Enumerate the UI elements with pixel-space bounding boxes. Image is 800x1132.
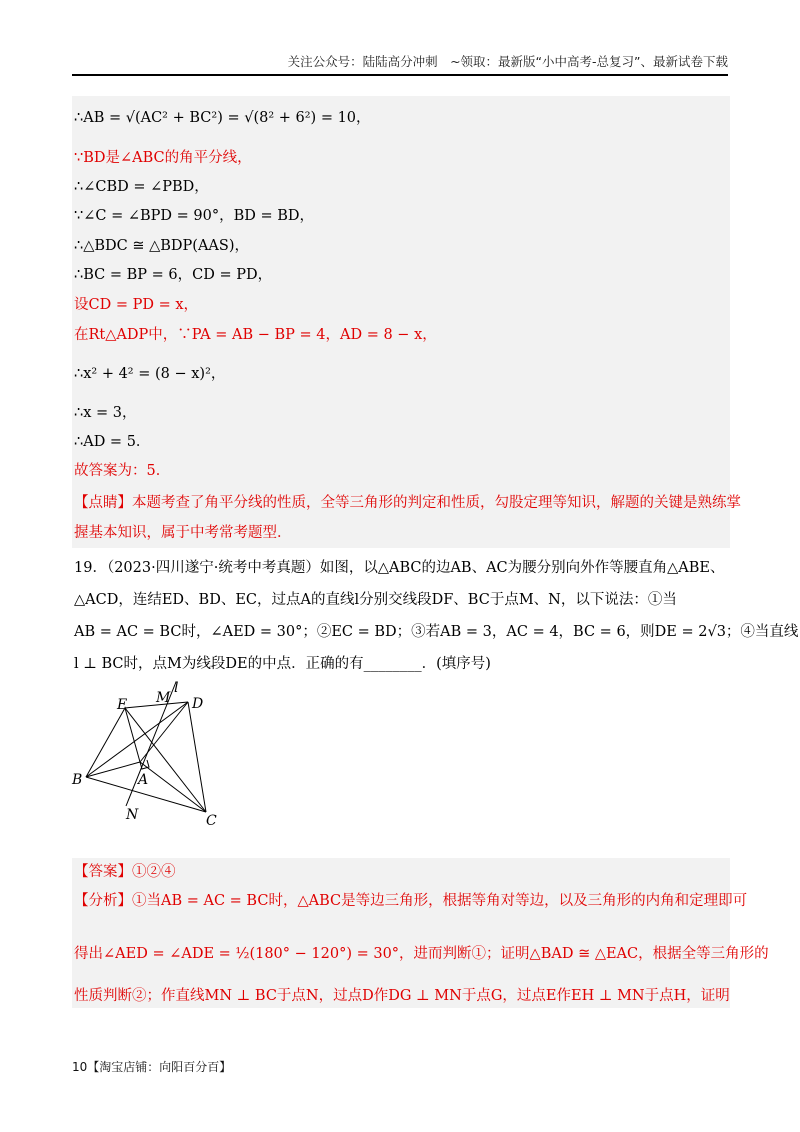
- analysis-text-1: ①当AB = AC = BC时，△ABC是等边三角形，根据等角对等边，以及三角形的内角和定理即可: [132, 893, 748, 909]
- label-A: A: [138, 772, 149, 788]
- segment-DC: [188, 702, 206, 812]
- segment-BD: [86, 702, 188, 777]
- label-D: D: [192, 696, 204, 712]
- solution-line-5: ∴△BDC ≅ △BDP(AAS)，: [74, 238, 249, 254]
- label-M: M: [156, 690, 171, 706]
- segment-BE: [86, 708, 125, 777]
- solution-line-9: ∴x² + 4² = (8 − x)²，: [74, 366, 226, 382]
- answer-text: ①②④: [132, 864, 176, 880]
- answer-line: [74, 862, 176, 882]
- segment-EA: [125, 708, 140, 762]
- question-line-4: l ⊥ BC时，点M为线段DE的中点．正确的有________．(填序号): [74, 656, 491, 672]
- page-header: 关注公众号：陆陆高分冲刺 ~领取：最新版“小中高考-总复习”、最新试卷下载: [72, 52, 728, 76]
- analysis-line-1: [74, 891, 747, 911]
- segment-BA: [86, 762, 140, 777]
- answer-tag: 【答案】: [74, 864, 132, 880]
- dianjing-text-1: 本题考查了角平分线的性质，全等三角形的判定和性质，勾股定理等知识，解题的关键是熟练掌: [132, 495, 741, 511]
- solution-line-11: ∴AD = 5．: [74, 434, 151, 450]
- segment-EC: [125, 708, 206, 812]
- dianjing-tag: 【点睛】: [74, 495, 132, 511]
- question-line-3: AB = AC = BC时，∠AED = 30°；②EC = BD；③若AB = 3，AC = 4，BC = 6，则DE = 2√3；④当直线: [74, 624, 799, 640]
- solution-line-6: ∴BC = BP = 6，CD = PD，: [74, 267, 273, 283]
- solution-line-4: ∵∠C = ∠BPD = 90°，BD = BD，: [74, 208, 315, 224]
- dianjing-line-1: [74, 493, 741, 513]
- label-B: B: [72, 772, 83, 788]
- solution-line-8: 在Rt△ADP中，∵PA = AB − BP = 4，AD = 8 − x，: [74, 327, 437, 343]
- solution-line-3: ∴∠CBD = ∠PBD，: [74, 179, 209, 195]
- page-footer: 10【淘宝店铺：向阳百分百】: [72, 1060, 232, 1074]
- solution-line-7: 设CD = PD = x，: [74, 297, 199, 313]
- analysis-tag: 【分析】: [74, 893, 132, 909]
- dianjing-line-2: 握基本知识，属于中考常考题型．: [74, 525, 292, 541]
- geometry-figure: [70, 678, 240, 828]
- analysis-line-3: 性质判断②；作直线MN ⊥ BC于点N，过点D作DG ⊥ MN于点G，过点E作EH ⊥ MN于点H，证明: [74, 988, 730, 1004]
- label-l: l: [174, 680, 179, 696]
- analysis-line-2: 得出∠AED = ∠ADE = ½(180° − 120°) = 30°，进而判断①；证明△BAD ≅ △EAC，根据全等三角形的: [74, 946, 769, 962]
- solution-line-2: ∵BD是∠ABC的角平分线，: [74, 150, 252, 166]
- question-line-2: △ACD，连结ED、BD、EC，过点A的直线l分别交线段DF、BC于点M、N，以下说法：①当: [74, 592, 677, 608]
- label-N: N: [126, 807, 139, 823]
- solution-line-1: ∴AB = √(AC² + BC²) = √(8² + 6²) = 10，: [74, 110, 371, 126]
- label-C: C: [206, 813, 217, 828]
- solution-line-12: 故答案为：5．: [74, 463, 171, 479]
- question-line-1: 19．（2023·四川遂宁·统考中考真题）如图，以△ABC的边AB、AC为腰分别向外作等腰直角△ABE、: [74, 560, 725, 576]
- label-E: E: [117, 697, 128, 713]
- solution-line-10: ∴x = 3，: [74, 405, 137, 421]
